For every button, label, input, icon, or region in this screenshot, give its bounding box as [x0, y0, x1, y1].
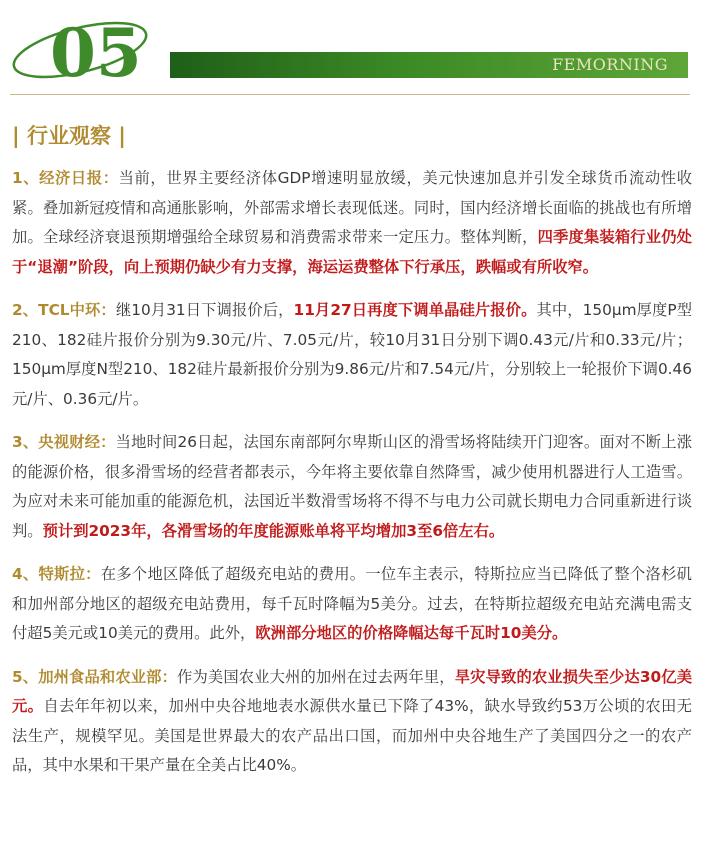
news-text: 作为美国农业大州的加州在过去两年里，: [177, 667, 455, 686]
brand-name: FEMORNING: [552, 55, 668, 74]
news-item: [12, 164, 692, 282]
news-source: 3、央视财经：: [12, 433, 116, 451]
news-text: 自去年年初以来，加州中央谷地地表水源供水量已下降了43%，缺水导致约53万公顷的农田无法生产，规模罕见。美国是世界最大的农产品出口国，而加州中央谷地生产了美国四分之一的农产品，其中水果和干果产量在全美占比40%。: [12, 697, 692, 774]
news-item: [12, 663, 692, 781]
news-text: 在多个地区降低了超级充电站的费用。一位车主表示，特斯拉应当已降低了整个洛杉矶和加州部分地区的超级充电站费用，每千瓦时降幅为5美分。过去，在特斯拉超级充电站充满电需支付超5美元或10美元的费用。此外，: [12, 565, 692, 642]
news-source: 5、加州食品和农业部：: [12, 667, 178, 686]
news-text: 其中，150μm厚度P型210、182硅片报价分别为9.30元/片、7.05元/片，较10月31日分别下调0.43元/片和0.33元/片；150μm厚度N型210、182硅片最新报价分别为9.86元/片和7.54元/片，分别较上一轮报价下调0.46元/片、0.36元/片。: [12, 301, 692, 408]
news-highlight: 旱灾导致的农业损失至少达30亿美元。: [12, 667, 692, 715]
divider: [10, 94, 690, 95]
news-item: [12, 428, 692, 546]
news-highlight: 预计到2023年，各滑雪场的年度能源账单将平均增加3至6倍左右。: [42, 521, 505, 540]
news-source: 4、特斯拉：: [12, 565, 101, 583]
news-highlight: 四季度集装箱行业仍处于“退潮”阶段，向上预期仍缺少有力支撑，海运运费整体下行承压，跌幅或有所收窄。: [12, 228, 692, 276]
news-source: 2、TCL中环：: [12, 301, 116, 319]
news-text: 继10月31日下调报价后，: [115, 301, 294, 319]
section-number-logo: [8, 8, 158, 88]
brand-banner: [170, 52, 688, 78]
news-source: 1、经济日报：: [12, 169, 119, 187]
news-item: [12, 296, 692, 414]
news-text: 当前，世界主要经济体GDP增速明显放缓，美元快速加息并引发全球货币流动性收紧。叠加新冠疫情和高通胀影响，外部需求增长表现低迷。同时，国内经济增长面临的挑战也有所增加。全球经济衰退预期增强给全球贸易和消费需求带来一定压力。整体判断，: [12, 169, 693, 246]
news-highlight: 11月27日再度下调单晶硅片报价。: [293, 301, 537, 319]
news-highlight: 欧洲部分地区的价格降幅达每千瓦时10美分。: [255, 624, 568, 642]
section-number: 05: [50, 14, 142, 88]
section-title: | 行业观察 |: [12, 124, 126, 148]
article-body: [12, 164, 692, 795]
news-item: [12, 560, 692, 649]
news-text: 当地时间26日起，法国东南部阿尔卑斯山区的滑雪场将陆续开门迎客。面对不断上涨的能源价格，很多滑雪场的经营者都表示，今年将主要依靠自然降雪，减少使用机器进行人工造雪。为应对未来可能加重的能源危机，法国近半数滑雪场将不得不与电力公司就长期电力合同重新进行谈判。: [12, 433, 692, 540]
header: [0, 0, 702, 100]
